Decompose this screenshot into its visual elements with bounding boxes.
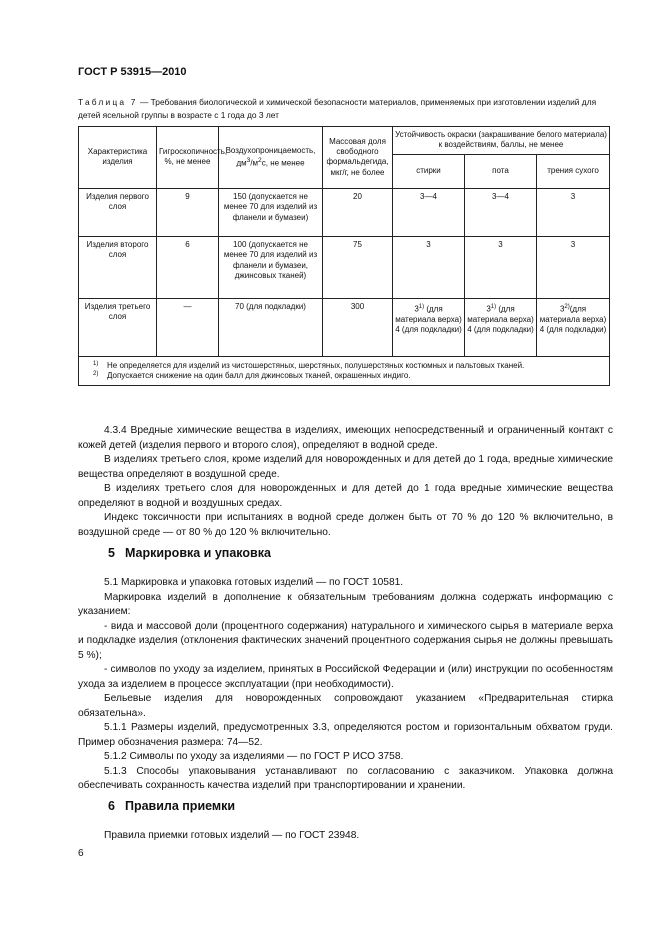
- paragraph: 5.1.2 Символы по уходу за изделиями — по ГОСТ Р ИСО 3758.: [104, 751, 404, 762]
- cell-air-permeability: 70 (для подкладки): [219, 298, 323, 356]
- cell-sweat: 3: [465, 236, 537, 298]
- paragraph: 5.1.3 Способы упаковывания устанавливают по согласованию с заказчиком. Упаковка должна обеспечивать сохранность качества изделий при транспортировании и хранении.: [78, 765, 613, 791]
- cell-formaldehyde: 300: [323, 298, 393, 356]
- table-row: [79, 236, 610, 298]
- section-5-heading: 5 Маркировка и упаковка: [108, 546, 271, 560]
- paragraph: - символов по уходу за изделием, принятых в Российской Федерации и (или) инструкции по особенностям ухода за изделием в процессе эксплуатации (при необходимости).: [78, 664, 613, 690]
- cell-washing: 3$^{1)}$ (для материала верха) 4 (для подкладки): [393, 298, 465, 356]
- section-5-body: [78, 576, 613, 794]
- paragraph: 5.1 Маркировка и упаковка готовых изделий — по ГОСТ 10581.: [104, 577, 404, 588]
- footnote: 1) Не определяется для изделий из чистошерстяных, шерстяных, полушерстяных костюмных и пальтовых тканей.: [93, 360, 525, 370]
- cell-hygroscopicity: 6: [157, 236, 219, 298]
- paragraph: 4.3.4 Вредные химические вещества в изделиях, имеющих непосредственный и ограниченный контакт с кожей детей (изделия первого и второго слоя), определяют в водной среде.: [78, 425, 613, 451]
- table-footnotes: [79, 356, 610, 385]
- cell-sweat: 3—4: [465, 188, 537, 236]
- col-header-fastness-group: Устойчивость окраски (закрашивание белого материала) к воздействиям, баллы, не менее: [393, 127, 610, 155]
- paragraph: Бельевые изделия для новорожденных сопровождают указанием «Предварительная стирка обязательна».: [78, 693, 613, 719]
- cell-air-permeability: 100 (допускается не менее 70 для изделий из фланели и бумазеи, джинсовых тканей): [219, 236, 323, 298]
- col-header-sweat: пота: [465, 154, 537, 188]
- col-header-washing: стирки: [393, 154, 465, 188]
- col-header-formaldehyde: Массовая доля свободного формальдегида, мкг/г, не более: [323, 127, 393, 189]
- cell-sweat: 3$^{1)}$ (для материала верха) 4 (для подкладки): [465, 298, 537, 356]
- cell-dry-rubbing: 3: [537, 236, 610, 298]
- table-row: [79, 298, 610, 356]
- table-row: [79, 188, 610, 236]
- row-name: Изделия третьего слоя: [79, 298, 157, 356]
- cell-dry-rubbing: 3$^{2)}$(для материала верха) 4 (для подкладки): [537, 298, 610, 356]
- row-name: Изделия второго слоя: [79, 236, 157, 298]
- document-header: ГОСТ Р 53915—2010: [78, 66, 187, 78]
- paragraph: Правила приемки готовых изделий — по ГОСТ 23948.: [104, 830, 360, 841]
- paragraph: - вида и массовой доли (процентного содержания) натурального и химического сырья в материале верха и подкладке изделия (отклонения фактических значений процентного содержания сырья не должны превышать 5 %);: [78, 620, 613, 661]
- table-caption-text: — Требования биологической и химической безопасности материалов, применяемых при изготовлении изделий для детей ясельной группы в возрасте с 1 года до 3 лет: [78, 97, 597, 120]
- paragraph: Маркировка изделий в дополнение к обязательным требованиям должна содержать информацию с указанием:: [78, 591, 613, 617]
- requirements-table: [78, 126, 610, 386]
- section-6-body: [78, 829, 613, 844]
- paragraph: Индекс токсичности при испытаниях в водной среде должен быть от 70 % до 120 % включительно, в воздушной среде — от 80 % до 120 % включительно.: [78, 512, 613, 538]
- cell-washing: 3—4: [393, 188, 465, 236]
- cell-hygroscopicity: —: [157, 298, 219, 356]
- clause-4-3-4: [78, 424, 613, 540]
- footnote: 2) Допускается снижение на один балл для джинсовых тканей, окрашенных индиго.: [93, 371, 411, 381]
- page-number: 6: [78, 848, 84, 859]
- cell-dry-rubbing: 3: [537, 188, 610, 236]
- paragraph: В изделиях третьего слоя, кроме изделий для новорожденных и для детей до 1 года, вредные химические вещества определяют в воздушной среде.: [78, 454, 613, 480]
- row-name: Изделия первого слоя: [79, 188, 157, 236]
- cell-air-permeability: 150 (допускается не менее 70 для изделий из фланели и бумазеи): [219, 188, 323, 236]
- col-header-hygroscopicity: Гигроскопичность, %, не менее: [157, 127, 219, 189]
- col-header-dry-rubbing: трения сухого: [537, 154, 610, 188]
- cell-hygroscopicity: 9: [157, 188, 219, 236]
- cell-formaldehyde: 20: [323, 188, 393, 236]
- paragraph: В изделиях третьего слоя для новорожденных и для детей до 1 года вредные химические вещества определяют в водной и воздушных средах.: [78, 483, 613, 509]
- table-footnotes-row: [79, 356, 610, 385]
- table-caption-label: Таблица 7: [78, 97, 138, 107]
- col-header-characteristic: Характеристика изделия: [79, 127, 157, 189]
- cell-formaldehyde: 75: [323, 236, 393, 298]
- paragraph: 5.1.1 Размеры изделий, предусмотренных 3.3, определяются ростом и горизонтальным обхватом груди. Пример обозначения размера: 74—52.: [78, 722, 613, 748]
- table-caption: [78, 96, 608, 122]
- col-header-air-permeability: Воздухопроницаемость, $дм^3/м^2с$, не менее: [219, 127, 323, 189]
- section-6-heading: 6 Правила приемки: [108, 799, 236, 813]
- cell-washing: 3: [393, 236, 465, 298]
